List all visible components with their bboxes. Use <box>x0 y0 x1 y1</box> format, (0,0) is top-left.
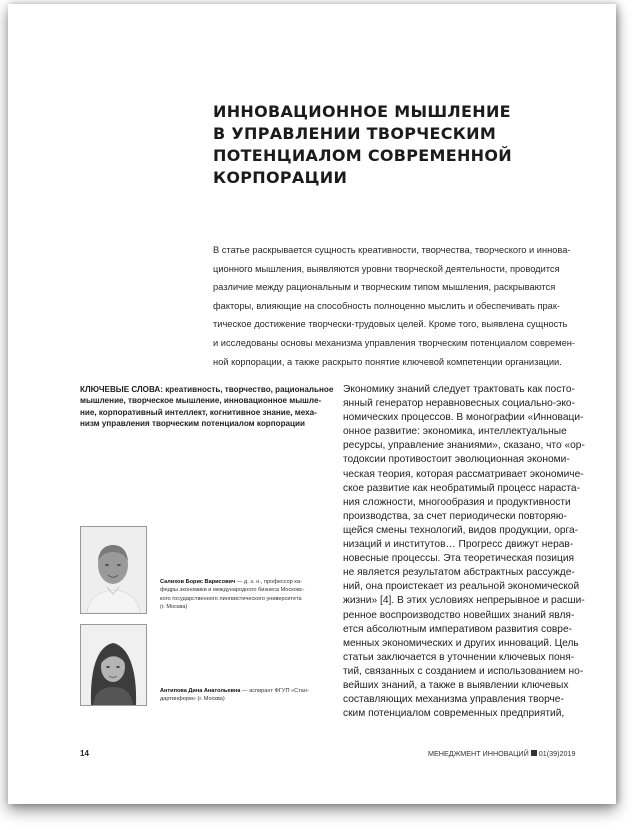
body-line: ния сложности, многообразия и продуктивности <box>343 496 571 508</box>
keywords-line: КЛЮЧЕВЫЕ СЛОВА: креативность, творчество, рациональное <box>80 385 334 394</box>
keywords-line: низм управления творческим потенциалом корпорации <box>80 419 305 429</box>
title-line: ПОТЕНЦИАЛОМ СОВРЕМЕННОЙ <box>213 146 512 165</box>
body-line: щейся смены технологий, видов продукции, орга- <box>343 524 579 536</box>
author-affiliation: кого государственного лингвистического университета <box>160 595 302 602</box>
body-line: составляющих механизма управления творче- <box>343 694 564 706</box>
keywords-block <box>80 384 334 430</box>
body-line: вейших знаний, а также в выявлении ключевых <box>343 679 569 691</box>
body-line: ется абсолютным императивом развития совре- <box>343 623 573 635</box>
body-line: новесные процессы. Эта теоретическая позиция <box>343 553 575 565</box>
author-affiliation: — д. э. н., профессор ка- <box>236 579 302 585</box>
author-info-salikhov <box>160 578 340 612</box>
body-line: янный генератор неравновесных социально-эко- <box>343 398 575 410</box>
author-photo-antipova <box>80 624 147 706</box>
article-body <box>343 383 603 721</box>
body-line: статьи заключается в уточнении ключевых поня- <box>343 651 575 663</box>
body-line: менных экономических и других инноваций. Цель <box>343 637 579 649</box>
body-line: жизни» [4]. В этих условиях непрерывное и расши- <box>343 595 585 607</box>
title-line: В УПРАВЛЕНИИ ТВОРЧЕСКИМ <box>213 124 497 143</box>
author-photo-salikhov <box>80 526 147 614</box>
abstract-line: и исследованы основы механизма управления творческим потенциалом современ- <box>213 337 576 348</box>
body-line: не является результатом абстрактных рассужде- <box>343 567 575 579</box>
page-number: 14 <box>80 749 89 758</box>
journal-issue: 01(39)2019 <box>538 749 576 758</box>
body-line: номических процессов. В монографии «Инноваци- <box>343 412 584 424</box>
author-affiliation: федры экономики и международного бизнеса Московс- <box>160 587 305 594</box>
article-abstract <box>213 241 585 371</box>
article-title <box>213 101 513 189</box>
abstract-line: факторы, влияющие на способность полноценно мыслить и обеспечивать прак- <box>213 300 561 311</box>
body-line: ческая теория, которая рассматривает экономиче- <box>343 468 584 480</box>
body-line: ний, она проистекает из реальной экономической <box>343 581 580 593</box>
journal-name: МЕНЕДЖМЕНТ ИННОВАЦИЙ <box>428 749 529 758</box>
author-affiliation: (г. Москва) <box>160 604 188 611</box>
body-line: ресурсы, управление знаниями», сказано, что «ор- <box>343 440 585 452</box>
abstract-line: ционного мышления, выявляются уровни творческой деятельности, проводится <box>213 263 560 274</box>
author-name: Салихов Борис Варисович <box>160 579 236 585</box>
body-line: ским потенциалом современных предприятий, <box>343 708 565 720</box>
body-line: тодоксии противостоит эволюционная экономи- <box>343 454 570 466</box>
author-name: Антипова Дина Анатольевна <box>160 688 241 694</box>
body-line: ское развитие как необратимый процесс нараста- <box>343 482 580 494</box>
abstract-line: ной корпорации, а также раскрыто понятие ключевой компетенции организации. <box>213 356 562 367</box>
title-line: КОРПОРАЦИИ <box>213 168 348 187</box>
square-icon <box>531 750 537 756</box>
abstract-line: тическое достижение творчески-трудовых целей. Кроме того, выявлена сущность <box>213 319 568 330</box>
title-line: ИННОВАЦИОННОЕ МЫШЛЕНИЕ <box>213 102 511 121</box>
journal-footer <box>428 749 576 758</box>
body-line: производства, за счет периодически повторяю- <box>343 510 567 522</box>
abstract-line: различие между рациональным и творческим типом мышления, раскрываются <box>213 282 556 293</box>
keywords-line: ние, корпоративный интеллект, когнитивное знание, меха- <box>80 407 317 417</box>
body-line: тий, связанных с созданием и использованием но- <box>343 665 584 677</box>
keywords-line: мышление, творческое мышление, инновационное мышле- <box>80 396 322 406</box>
abstract-line: В статье раскрывается сущность креативности, творчества, творческого и иннова- <box>213 245 571 255</box>
author-info-antipova <box>160 687 340 704</box>
journal-page <box>8 4 616 804</box>
body-line: Экономику знаний следует трактовать как посто- <box>343 384 575 395</box>
author-affiliation: дартинформ» (г. Москва) <box>160 696 225 703</box>
body-line: ренное воспроизводство новейших знаний явля- <box>343 609 575 621</box>
author-affiliation: — аспирант ФГУП «Стан- <box>241 688 309 694</box>
body-line: низаций и институтов… Прогресс движут нерав- <box>343 539 574 551</box>
body-line: онное развитие: экономика, интеллектуальные <box>343 426 567 438</box>
